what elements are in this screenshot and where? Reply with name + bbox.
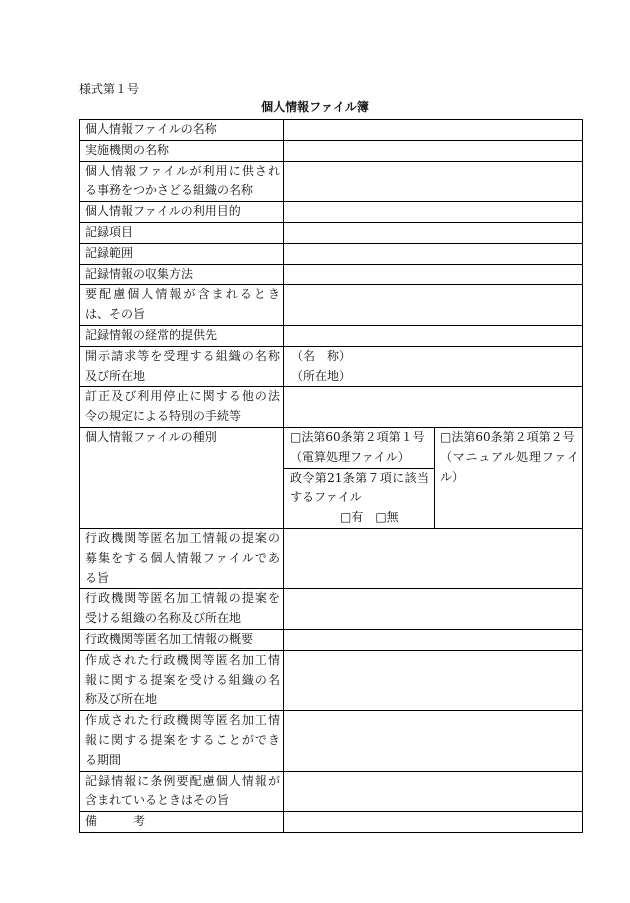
label-line: 含まれているときはその旨: [85, 793, 230, 808]
row-ordinance-sensitive-info: [80, 771, 583, 812]
computer-processed-option: [284, 428, 434, 469]
value-cell: [284, 222, 583, 243]
label-cell: [80, 812, 284, 833]
label-line: 記録情報の経常的提供先: [85, 327, 218, 342]
label-line: る事務をつかさどる組織の名称: [85, 183, 254, 198]
label-line: 記録情報の収集方法: [85, 266, 194, 281]
value-cell: [284, 650, 583, 710]
option-line: □法第60条第２項第１号: [290, 429, 425, 444]
row-remarks: [80, 812, 583, 833]
label-line: 個人情報ファイルの名称: [85, 122, 217, 136]
register-table: [79, 119, 583, 833]
row-created-anonymized-period: [80, 711, 583, 771]
label-cell: [80, 161, 284, 202]
value-cell: [284, 711, 583, 771]
label-line: 記録情報に条例要配慮個人情報が: [85, 773, 280, 788]
label-line: 令の規定による特別の手続等: [85, 409, 242, 424]
label-cell: [80, 243, 284, 264]
manual-processed-option: [435, 428, 582, 528]
label-cell: [80, 629, 284, 650]
label-line: 個人情報ファイルの利用目的: [85, 204, 241, 219]
file-type-options: [284, 428, 582, 528]
label-cell: [80, 285, 284, 326]
row-anonymized-overview: [80, 629, 583, 650]
label-cell: [80, 771, 284, 812]
option-line: 政令第21条第７項に該当: [290, 470, 429, 485]
label-line: 行政機関等匿名加工情報の提案の: [85, 530, 280, 545]
row-responsible-organization: [80, 161, 583, 202]
value-cell: [284, 387, 583, 428]
row-disclosure-office: [80, 346, 583, 387]
label-line: 行政機関等匿名加工情報の提案を: [85, 591, 280, 606]
label-line: は、その旨: [85, 307, 146, 322]
value-cell: [284, 346, 583, 387]
label-line: 備 考: [85, 814, 146, 829]
value-cell: [284, 202, 583, 223]
label-line: 記録範囲: [85, 245, 134, 260]
label-line: 受ける組織の名称及び所在地: [85, 611, 242, 626]
form-number: 様式第１号: [79, 82, 140, 96]
label-cell: [80, 387, 284, 428]
row-agency-name: [80, 140, 583, 161]
label-line: 称及び所在地: [85, 692, 158, 707]
row-anonymized-proposal-solicitation: [80, 528, 583, 588]
office-address-field-label: （所在地）: [291, 368, 352, 383]
row-created-anonymized-office: [80, 650, 583, 710]
label-cell: [80, 346, 284, 387]
row-special-procedures: [80, 387, 583, 428]
label-line: 記録項目: [85, 224, 134, 239]
label-line: 報に関する提案を受ける組織の名: [85, 672, 280, 687]
label-line: 開示請求等を受理する組織の名称: [85, 348, 280, 363]
row-regular-recipients: [80, 325, 583, 346]
value-cell: [284, 325, 583, 346]
label-line: 報に関する提案をすることができ: [85, 732, 280, 747]
label-line: 要配慮個人情報が含まれるとき: [85, 287, 280, 302]
option-line: （マニュアル処理ファイ: [440, 449, 579, 464]
label-line: 個人情報ファイルが利用に供され: [85, 163, 280, 178]
value-cell: [284, 629, 583, 650]
row-record-items: [80, 222, 583, 243]
row-record-scope: [80, 243, 583, 264]
label-cell: [80, 325, 284, 346]
option-line: □法第60条第２項第２号: [440, 429, 575, 444]
label-line: 作成された行政機関等匿名加工情: [85, 713, 280, 728]
label-line: る期間: [85, 752, 122, 767]
row-purpose: [80, 202, 583, 223]
label-cell: [80, 427, 284, 528]
option-line: するファイル: [290, 490, 362, 505]
label-cell: [80, 589, 284, 630]
value-cell: [284, 812, 583, 833]
label-cell: [80, 711, 284, 771]
yes-no-checkboxes: □有 □無: [340, 510, 399, 525]
label-line: 及び所在地: [85, 368, 146, 383]
file-type-cell: [284, 427, 583, 528]
label-line: 作成された行政機関等匿名加工情: [85, 652, 280, 667]
label-cell: [80, 264, 284, 285]
option-line: ル）: [440, 469, 465, 484]
value-cell: [284, 589, 583, 630]
value-cell: [284, 161, 583, 202]
label-line: 実施機関の名称: [85, 142, 170, 157]
option-line: （電算処理ファイル）: [290, 449, 410, 464]
label-line: 訂正及び利用停止に関する他の法: [85, 389, 280, 404]
label-cell: [80, 222, 284, 243]
label-cell: [80, 140, 284, 161]
value-cell: [284, 285, 583, 326]
row-file-name: [80, 120, 583, 141]
value-cell: [284, 243, 583, 264]
label-line: 募集をする個人情報ファイルであ: [85, 550, 280, 565]
label-line: 個人情報ファイルの種別: [85, 429, 217, 444]
row-sensitive-info: [80, 285, 583, 326]
label-line: る旨: [85, 570, 110, 585]
row-anonymized-proposal-office: [80, 589, 583, 630]
row-file-type: [80, 427, 583, 528]
computer-processed-column: [284, 428, 435, 528]
label-cell: [80, 528, 284, 588]
label-line: 行政機関等匿名加工情報の概要: [85, 631, 254, 646]
label-cell: [80, 120, 284, 141]
value-cell: [284, 264, 583, 285]
office-name-field-label: （名 称）: [291, 348, 352, 363]
label-cell: [80, 202, 284, 223]
value-cell: [284, 120, 583, 141]
value-cell: [284, 528, 583, 588]
value-cell: [284, 140, 583, 161]
document-title: 個人情報ファイル簿: [261, 100, 369, 114]
cabinet-order-option: [284, 469, 434, 528]
value-cell: [284, 771, 583, 812]
label-cell: [80, 650, 284, 710]
row-collection-method: [80, 264, 583, 285]
